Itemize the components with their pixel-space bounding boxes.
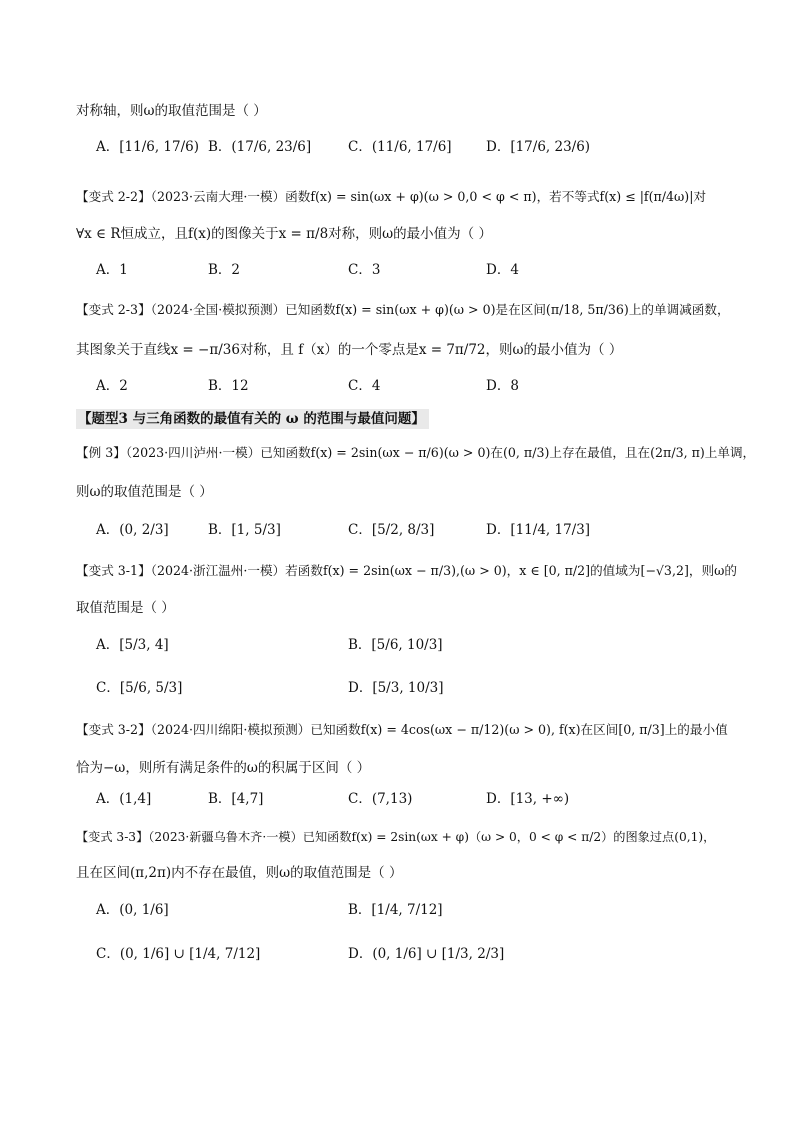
- option-c: C．[5/2, 8/3]: [348, 522, 435, 538]
- variant-3-1-stem-cont: 取值范围是（ ）: [76, 600, 175, 616]
- variant-3-3-stem-cont: 且在区间(π,2π)内不存在最值，则ω的取值范围是（ ）: [76, 865, 403, 881]
- option-a: A．1: [96, 262, 128, 278]
- variant-3-2-stem: 【变式 3-2】（2024·四川绵阳·模拟预测）已知函数f(x) = 4cos(ωx − π/12)(ω > 0), f(x)在区间[0, π/3]上的最小值: [76, 722, 728, 737]
- option-b: B．[4,7]: [208, 791, 264, 807]
- option-d: D．[5/3, 10/3]: [348, 680, 444, 696]
- option-a: A．(1,4]: [96, 791, 152, 807]
- option-a: A．(0, 1/6]: [96, 902, 169, 918]
- variant-2-2-stem-cont: ∀x ∈ R恒成立，且f(x)的图像关于x = π/8对称，则ω的最小值为（ ）: [76, 226, 492, 242]
- example-3-stem-cont: 则ω的取值范围是（ ）: [76, 484, 213, 500]
- option-a: A．[5/3, 4]: [96, 637, 169, 653]
- variant-2-3-stem: 【变式 2-3】（2024·全国·模拟预测）已知函数f(x) = sin(ωx + φ)(ω > 0)是在区间(π/18, 5π/36)上的单调减函数，: [76, 302, 730, 317]
- option-b: B．[1/4, 7/12]: [348, 902, 443, 918]
- option-c: C．(11/6, 17/6]: [348, 139, 452, 155]
- option-c: C．4: [348, 378, 381, 394]
- option-a: A．[11/6, 17/6): [96, 139, 199, 155]
- option-b: B．(17/6, 23/6]: [208, 139, 312, 155]
- option-d: D．8: [486, 378, 519, 394]
- option-b: B．[1, 5/3]: [208, 522, 281, 538]
- example-3-stem: 【例 3】（2023·四川泸州·一模）已知函数f(x) = 2sin(ωx − π/6)(ω > 0)在(0, π/3)上存在最值，且在(2π/3, π)上单调，: [76, 445, 756, 460]
- variant-3-3-stem: 【变式 3-3】（2023·新疆乌鲁木齐·一模）已知函数f(x) = 2sin(ωx + φ)（ω > 0，0 < φ < π/2）的图象过点(0,1)，: [76, 830, 716, 844]
- option-c: C．3: [348, 262, 381, 278]
- variant-3-2-stem-cont: 恰为−ω，则所有满足条件的ω的积属于区间（ ）: [76, 760, 371, 776]
- variant-2-3-stem-cont: 其图象关于直线x = −π/36对称，且 f（x）的一个零点是x = 7π/72，则ω的最小值为（ ）: [76, 342, 623, 358]
- option-b: B．12: [208, 378, 249, 394]
- option-d: D．(0, 1/6] ∪ [1/3, 2/3]: [348, 946, 505, 962]
- option-c: C．[5/6, 5/3]: [96, 680, 183, 696]
- option-d: D．[11/4, 17/3]: [486, 522, 591, 538]
- option-d: D．4: [486, 262, 519, 278]
- variant-2-2-stem: 【变式 2-2】（2023·云南大理·一模）函数f(x) = sin(ωx + φ)(ω > 0,0 < φ < π)，若不等式f(x) ≤ |f(π/4ω)|对: [76, 189, 707, 204]
- option-c: C．(7,13): [348, 791, 413, 807]
- question-stem-continued: 对称轴，则ω的取值范围是（ ）: [76, 103, 267, 119]
- option-b: B．2: [208, 262, 241, 278]
- option-c: C．(0, 1/6] ∪ [1/4, 7/12]: [96, 946, 261, 962]
- section-header-type-3: 【题型3 与三角函数的最值有关的 ω 的范围与最值问题】: [76, 409, 429, 429]
- option-a: A．2: [96, 378, 128, 394]
- option-d: D．[13, +∞): [486, 791, 570, 807]
- option-a: A．(0, 2/3]: [96, 522, 169, 538]
- option-b: B．[5/6, 10/3]: [348, 637, 443, 653]
- option-d: D．[17/6, 23/6): [486, 139, 591, 155]
- variant-3-1-stem: 【变式 3-1】（2024·浙江温州·一模）若函数f(x) = 2sin(ωx − π/3),(ω > 0)，x ∈ [0, π/2]的值域为[−√3,2]，则ω的: [76, 563, 737, 578]
